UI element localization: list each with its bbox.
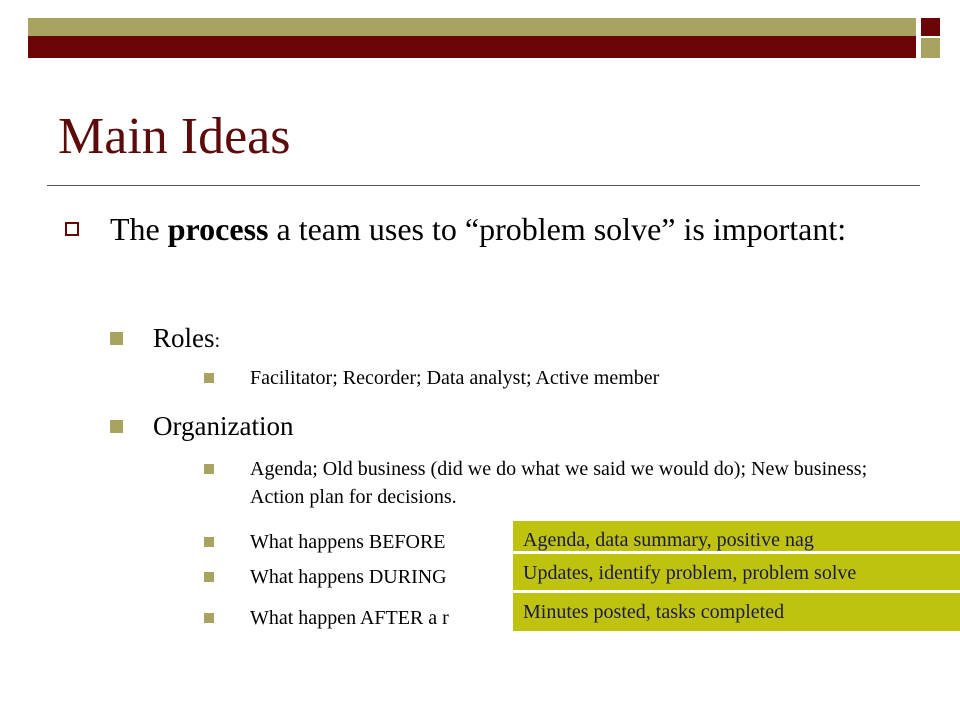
small-square-bullet-icon bbox=[204, 464, 214, 474]
small-square-bullet-icon bbox=[204, 572, 214, 582]
callout-during: Updates, identify problem, problem solve bbox=[513, 554, 960, 592]
organization-item: What happen AFTER a r bbox=[250, 607, 449, 629]
callout-before: Agenda, data summary, positive nag bbox=[513, 521, 960, 559]
header-band-maroon bbox=[28, 36, 916, 58]
header-band-olive bbox=[28, 18, 916, 36]
small-square-bullet-icon bbox=[204, 373, 214, 383]
slide-title: Main Ideas bbox=[58, 108, 291, 165]
square-bullet-icon bbox=[110, 420, 123, 433]
callout-after: Minutes posted, tasks completed bbox=[513, 593, 960, 631]
organization-item: What happens DURING bbox=[250, 566, 447, 588]
square-bullet-icon bbox=[110, 332, 123, 345]
hollow-square-bullet-icon bbox=[65, 222, 79, 236]
small-square-bullet-icon bbox=[204, 613, 214, 623]
organization-item: Agenda; Old business (did we do what we said we would do); New business; Action plan for decisions. bbox=[250, 458, 868, 508]
organization-heading: Organization bbox=[153, 411, 294, 441]
organization-item: What happens BEFORE bbox=[250, 531, 446, 553]
main-bullet-text: The process a team uses to “problem solve” is important: bbox=[110, 211, 847, 247]
small-square-bullet-icon bbox=[204, 537, 214, 547]
roles-list: Facilitator; Recorder; Data analyst; Active member bbox=[250, 367, 660, 389]
corner-square-maroon bbox=[921, 18, 940, 36]
corner-square-olive bbox=[921, 38, 940, 58]
title-divider bbox=[47, 185, 920, 186]
roles-heading: Roles: bbox=[153, 323, 221, 353]
